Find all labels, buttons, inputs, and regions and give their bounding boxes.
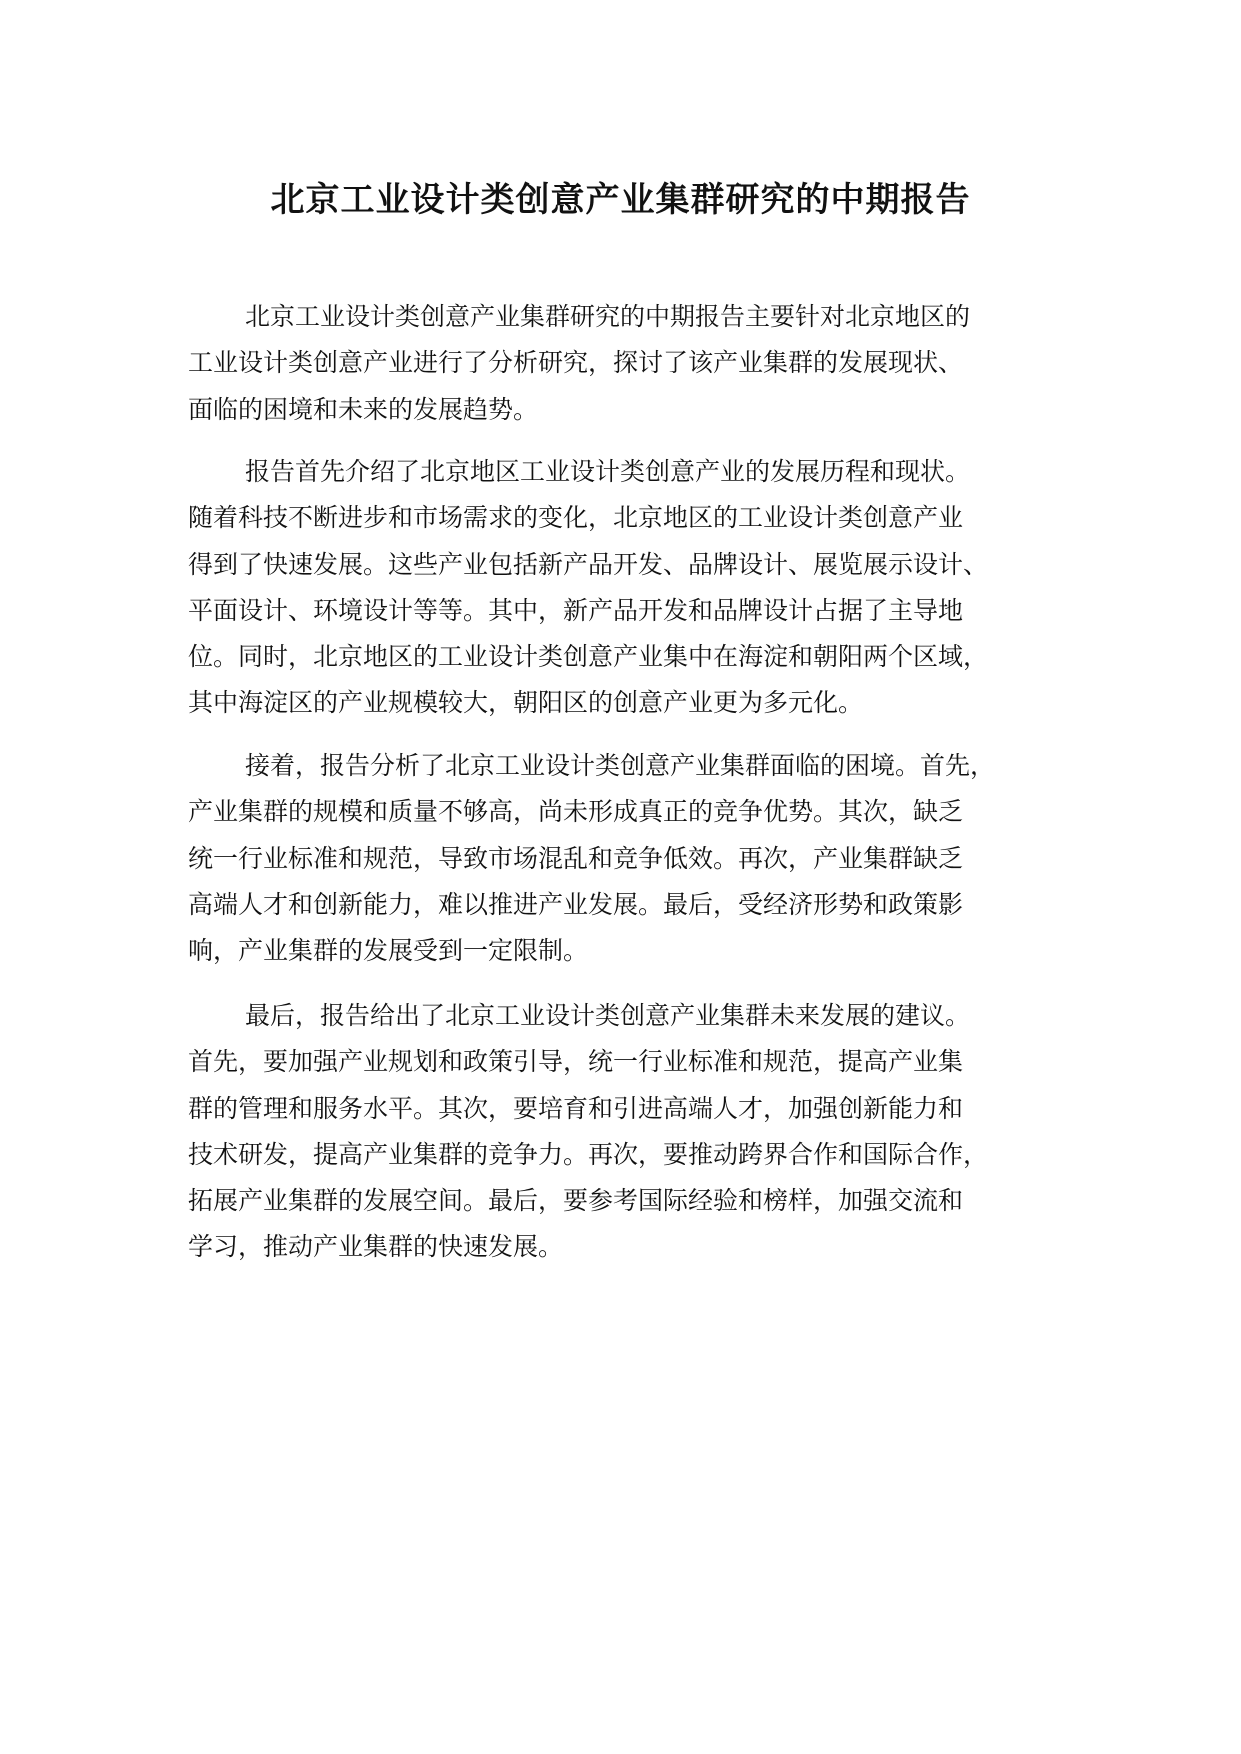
paragraph-line: 随着科技不断进步和市场需求的变化，北京地区的工业设计类创意产业: [188, 503, 964, 533]
paragraph-line: 高端人才和创新能力，难以推进产业发展。最后，受经济形势和政策影: [188, 889, 964, 919]
paragraph-difficulties: [188, 743, 995, 974]
paragraph-line: 其中海淀区的产业规模较大，朝阳区的创意产业更为多元化。: [188, 688, 864, 718]
paragraph-suggestions: [188, 993, 988, 1271]
paragraph-line: 产业集群的规模和质量不够高，尚未形成真正的竞争优势。其次，缺乏: [188, 797, 964, 827]
paragraph-line: 群的管理和服务水平。其次，要培育和引进高端人才，加强创新能力和: [188, 1093, 964, 1123]
paragraph-line: 接着，报告分析了北京工业设计类创意产业集群面临的困境。首先，: [245, 751, 996, 780]
paragraph-line: 北京工业设计类创意产业集群研究的中期报告主要针对北京地区的: [245, 302, 971, 331]
paragraph-line: 技术研发，提高产业集群的竞争力。再次，要推动跨界合作和国际合作，: [188, 1139, 989, 1169]
paragraph-history: [188, 449, 988, 727]
paragraph-line: 位。同时，北京地区的工业设计类创意产业集中在海淀和朝阳两个区域，: [188, 642, 989, 672]
paragraph-line: 工业设计类创意产业进行了分析研究，探讨了该产业集群的发展现状、: [188, 348, 964, 378]
document-title: 北京工业设计类创意产业集群研究的中期报告: [270, 180, 971, 220]
paragraph-line: 最后，报告给出了北京工业设计类创意产业集群未来发展的建议。: [245, 1001, 971, 1030]
paragraph-line: 报告首先介绍了北京地区工业设计类创意产业的发展历程和现状。: [245, 457, 971, 486]
paragraph-line: 拓展产业集群的发展空间。最后，要参考国际经验和榜样，加强交流和: [188, 1186, 964, 1216]
paragraph-line: 得到了快速发展。这些产业包括新产品开发、品牌设计、展览展示设计、: [188, 549, 989, 579]
paragraph-line: 学习，推动产业集群的快速发展。: [188, 1232, 564, 1262]
paragraph-line: 平面设计、环境设计等等。其中，新产品开发和品牌设计占据了主导地: [188, 595, 964, 625]
paragraph-line: 首先，要加强产业规划和政策引导，统一行业标准和规范，提高产业集: [188, 1047, 964, 1077]
paragraph-line: 统一行业标准和规范，导致市场混乱和竞争低效。再次，产业集群缺乏: [188, 843, 964, 873]
paragraph-line: 响，产业集群的发展受到一定限制。: [188, 936, 589, 966]
paragraph-line: 面临的困境和未来的发展趋势。: [188, 394, 539, 424]
paragraph-intro: [188, 294, 970, 433]
